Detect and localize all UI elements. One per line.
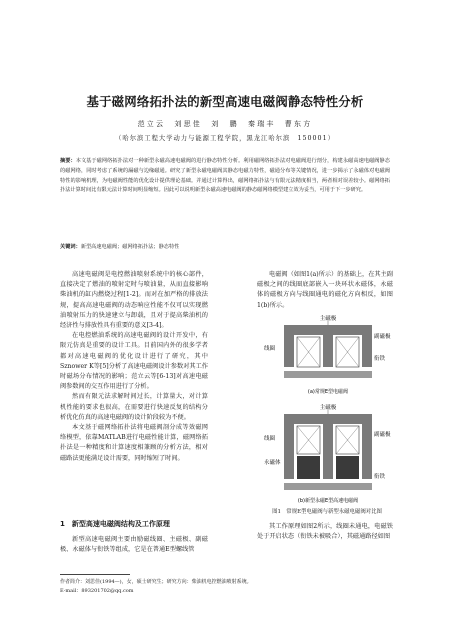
- left-sub-pole: [284, 335, 294, 367]
- abstract: [60, 157, 390, 196]
- label-main-pole: 主磁极: [319, 316, 337, 322]
- permanent-magnet-right: [336, 456, 359, 479]
- paragraph: 电磁阀（如图1(a)所示）的基础上，在其主副磁极之间的线圈底部嵌入一块环状永磁体，永磁体的磁极方向与线圈通电的磁化方向相反，如图1(b)所示。: [257, 271, 393, 309]
- keywords-label: 关键词：: [60, 244, 81, 250]
- figure-1b: [264, 403, 391, 504]
- center-main-pole: [323, 424, 333, 479]
- paragraph: 新型高速电磁阀主要由励磁线圈、主磁极、副磁极、永磁体与衔铁等组成，它是在普通E型螺线管: [60, 536, 208, 554]
- keywords: [60, 243, 390, 250]
- label-armature: 衔铁: [374, 474, 386, 480]
- footnote-email: E-mail：893201702@qq.com: [60, 588, 134, 594]
- paragraph: 在电控燃油系统的高速电磁阀的设计开发中，有限元仿真是重要的设计工具。目前国内外的很多学者都对高速电磁阀的优化设计进行了研究，其中Sznower K等[5]分析了高速电磁阀设计参数对其工作时磁场分布情况的影响；范立云等[6-13]对高速电磁阀参数间的交互作用进行了分析。: [60, 332, 208, 391]
- label-main-pole: 主磁极: [319, 405, 337, 411]
- paper-title: 基于磁网络拓扑法的新型高速电磁阀静态特性分析: [86, 94, 364, 109]
- main-pole-top: [284, 325, 372, 335]
- right-sub-pole: [362, 424, 372, 479]
- figure-1: [262, 300, 392, 505]
- section-heading: 1 新型高速电磁阀结构及工作原理: [60, 520, 170, 528]
- left-column-2: [60, 535, 208, 555]
- label-permanent-magnet: 永磁体: [264, 460, 281, 466]
- label-armature: 衔铁: [374, 356, 386, 362]
- left-column: [60, 270, 208, 464]
- right-sub-pole: [362, 335, 372, 367]
- right-column-2: [257, 522, 393, 542]
- footnote-rule: [60, 574, 130, 575]
- abstract-text: 本文基于磁网络拓扑法对一种新型永磁高速电磁阀的进行静态特性分析。利用磁网络拓扑法对电磁阀进行剖分，构建永磁高速电磁阀静态的磁网络，同时考虑了系统的漏磁与边缘磁通。研究了新型永磁电磁阀其静态电磁力特性，磁通分布等关键情况，进一步揭示了永磁体对电磁阀特性的影响机理，为电磁阀性能的优化设计提供理论基础。并通过计算得出，磁网络拓扑法与有限元法精度相当，两者相对误差较小。磁网络拓扑法计算时间比有限元法计算时间明显缩短。因此可以说明新型永磁高速电磁阀的静态磁网络模型建立效为妥当，可用于下一步研究。: [60, 158, 390, 194]
- keywords-text: 新型高速电磁阀；磁网络拓扑法；静态特性: [80, 244, 180, 250]
- paragraph: 本文基于磁网络拓扑法将电磁阀剖分成等效磁网络模型，依靠MATLAB进行电磁性能计算，磁网络拓扑法是一种精度和计算速度相兼顾的分析方法，相对磁路法更能满足设计需要，同时缩短了时间。: [60, 424, 208, 462]
- figure-caption: 图1 常规E型电磁阀与新型永磁电磁阀对比图: [272, 509, 382, 515]
- main-pole-top: [284, 414, 372, 424]
- footnote-author: 作者简介：刘思佳(1994—)，女，硕士研究生；研究方向：柴油机电控燃油喷射系统。: [60, 579, 252, 585]
- permanent-magnet-left: [297, 456, 320, 479]
- author-list: 范立云 刘思佳 刘 鹏 秦瑞丰 曹东方: [137, 120, 313, 128]
- label-sub-pole: 副磁极: [374, 432, 391, 438]
- affiliation: （哈尔滨工程大学动力与能源工程学院，黑龙江哈尔滨 150001）: [115, 135, 335, 142]
- left-sub-pole: [284, 424, 294, 479]
- armature: [284, 483, 372, 490]
- figure-1b-caption: (b)新型永磁E型高速电磁阀: [297, 498, 359, 504]
- armature: [284, 371, 372, 378]
- label-coil: 线圈: [264, 436, 276, 442]
- paragraph: 然而有限元法求解时间过长，计算量大，对计算机性能的要求也很高，在需要进行快速反复的结构分析优化仿真的高速电磁阀的设计阶段较为不便。: [60, 393, 208, 421]
- abstract-label: 摘要：: [60, 158, 76, 164]
- figure-1a-caption: (a)常规E型电磁阀: [307, 389, 349, 395]
- figure-1a: [264, 314, 391, 395]
- label-sub-pole: 副磁极: [374, 334, 391, 340]
- paragraph: 高速电磁阀是电控燃油喷射系统中的核心部件，直接决定了燃油的喷射定时与喷油量，从而直接影响柴油机的缸内燃烧过程[1-2]。而对在加严格的排放法规，提高高速电磁阀的动态响应性能不仅可以实现燃油喷射压力的快速建立与卸载，且对于提高柴油机的经济性与排放性具有重要的意义[3-4]。: [60, 271, 208, 330]
- paragraph: 其工作原理如图2所示，线圈未通电，电磁铁处于开启状态（衔铁未被吸合），其磁通路径如图: [257, 523, 393, 541]
- center-main-pole: [323, 335, 333, 367]
- label-coil: 线圈: [264, 346, 276, 352]
